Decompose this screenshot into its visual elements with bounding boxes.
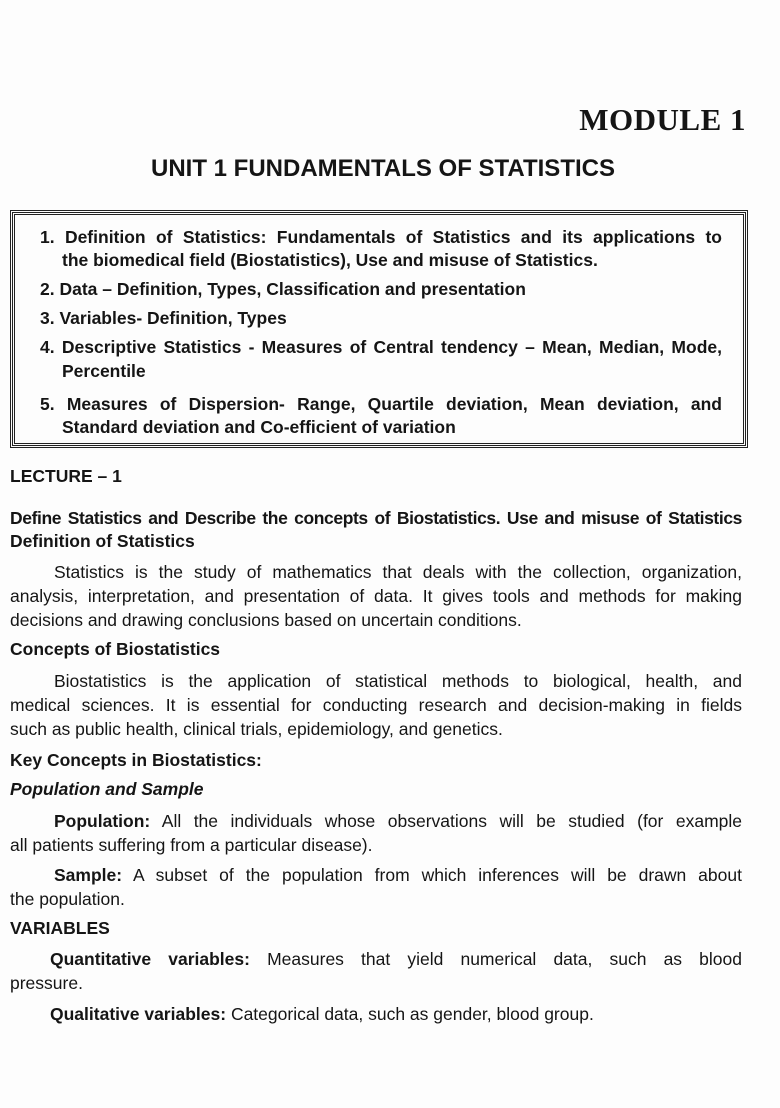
concepts-heading: Concepts of Biostatistics bbox=[10, 639, 221, 659]
sample-text: A subset of the population from which inferences will be drawn about bbox=[133, 865, 742, 885]
population-text: All the individuals whose observations will be studied (for example bbox=[161, 811, 743, 831]
population-definition bbox=[54, 810, 742, 832]
definition-line: analysis, interpretation, and presentation of data. It gives tools and methods for making bbox=[10, 586, 742, 606]
quantitative-text-cont: pressure. bbox=[10, 973, 83, 993]
population-sample-heading: Population and Sample bbox=[10, 779, 204, 799]
lecture-heading: LECTURE – 1 bbox=[10, 466, 122, 486]
key-concepts-heading: Key Concepts in Biostatistics: bbox=[10, 750, 262, 770]
syllabus-item-1: 1. Definition of Statistics: Fundamentals of Statistics and its applications to bbox=[40, 227, 722, 247]
concepts-line: medical sciences. It is essential for conducting research and decision-making in fields bbox=[10, 695, 742, 715]
qualitative-term: Qualitative variables: bbox=[50, 1004, 227, 1024]
sample-definition bbox=[54, 864, 742, 886]
syllabus-item-5: 5. Measures of Dispersion- Range, Quartile deviation, Mean deviation, and bbox=[40, 394, 722, 414]
lecture-topic: Define Statistics and Describe the concepts of Biostatistics. Use and misuse of Statistics bbox=[10, 508, 742, 528]
concepts-line: such as public health, clinical trials, epidemiology, and genetics. bbox=[10, 719, 503, 739]
syllabus-item-4: 4. Descriptive Statistics - Measures of Central tendency – Mean, Median, Mode, bbox=[40, 337, 722, 357]
quantitative-definition bbox=[50, 948, 742, 970]
quantitative-text: Measures that yield numerical data, such as blood bbox=[267, 949, 742, 969]
quantitative-term: Quantitative variables: bbox=[50, 949, 250, 969]
syllabus-item-2: 2. Data – Definition, Types, Classification and presentation bbox=[40, 279, 526, 299]
qualitative-text: Categorical data, such as gender, blood group. bbox=[230, 1004, 594, 1024]
definition-line: decisions and drawing conclusions based on uncertain conditions. bbox=[10, 610, 522, 630]
sample-text-cont: the population. bbox=[10, 889, 125, 909]
syllabus-item-5-cont: Standard deviation and Co-efficient of variation bbox=[62, 417, 456, 437]
syllabus-item-3: 3. Variables- Definition, Types bbox=[40, 308, 287, 328]
unit-title: UNIT 1 FUNDAMENTALS OF STATISTICS bbox=[151, 155, 615, 182]
population-term: Population: bbox=[54, 811, 151, 831]
syllabus-item-4-cont: Percentile bbox=[62, 361, 146, 381]
definition-line: Statistics is the study of mathematics that deals with the collection, organization, bbox=[54, 562, 742, 582]
population-text-cont: all patients suffering from a particular disease). bbox=[10, 835, 373, 855]
syllabus-item-1-cont: the biomedical field (Biostatistics), Use and misuse of Statistics. bbox=[62, 250, 598, 270]
sample-term: Sample: bbox=[54, 865, 123, 885]
module-title: MODULE 1 bbox=[579, 102, 746, 137]
concepts-line: Biostatistics is the application of statistical methods to biological, health, and bbox=[54, 671, 742, 691]
variables-heading: VARIABLES bbox=[10, 918, 110, 938]
qualitative-definition bbox=[50, 1003, 594, 1025]
definition-heading: Definition of Statistics bbox=[10, 531, 195, 551]
